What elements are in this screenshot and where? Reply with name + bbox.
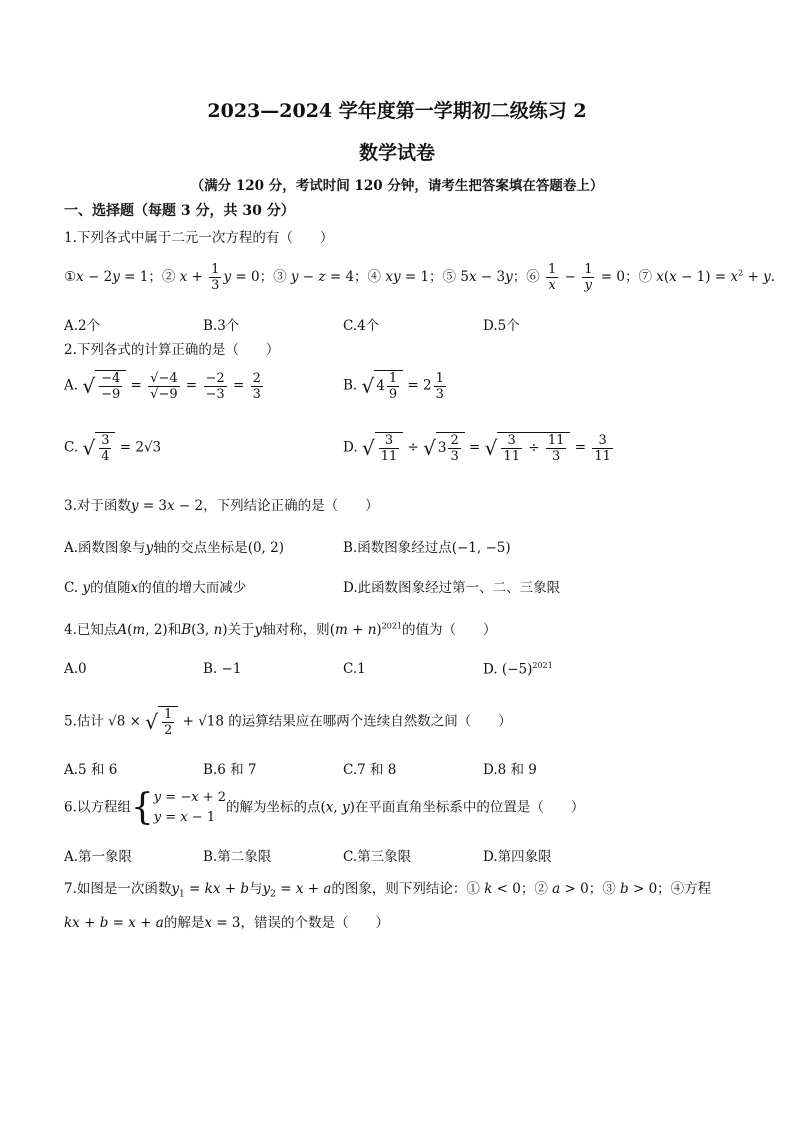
q4-option-c: C.1 bbox=[343, 661, 366, 677]
q4-option-b: B. −1 bbox=[203, 661, 242, 677]
q2-stem: 2.下列各式的计算正确的是（ ） bbox=[64, 342, 280, 358]
q5-option-b: B.6 和 7 bbox=[203, 762, 257, 778]
section-heading: 一、选择题（每题 3 分，共 30 分） bbox=[64, 203, 295, 219]
q5-option-a: A.5 和 6 bbox=[64, 762, 118, 778]
q3-option-c: C. y的值随x的值的增大而减少 bbox=[64, 580, 247, 596]
q3-option-a: A.函数图象与y轴的交点坐标是(0, 2) bbox=[64, 540, 284, 556]
q5-stem: 5.估计 √8 × √ $\frac{1}{2}$ + √18 的运算结果应在哪两个连续自然数之间（ ） bbox=[64, 707, 512, 738]
q3-option-b: B.函数图象经过点(−1, −5) bbox=[343, 540, 511, 556]
exam-title: 2023—2024 学年度第一学期初二级练习 2 bbox=[207, 100, 587, 122]
q4-option-a: A.0 bbox=[64, 661, 87, 677]
q4-option-d: D. $(-5)^{2021}$ bbox=[483, 661, 553, 678]
exam-subtitle: 数学试卷 bbox=[358, 142, 435, 164]
q3-option-d: D.此函数图象经过第一、二、三象限 bbox=[343, 580, 561, 596]
q1-option-d: D.5个 bbox=[483, 318, 520, 334]
q1-option-c: C.4个 bbox=[343, 318, 380, 334]
q1-formulas: ①x − 2y = 1；② x + $\frac{1}{3}$ y = 0；③ y − z = 4；④ xy = 1；⑤ 5x − 3y；⑥ $\frac{1}{x}$ − $\frac{1}{y}$ = 0；⑦ $x(x - 1) = x^2 + y$. bbox=[64, 262, 775, 293]
q6-option-b: B.第二象限 bbox=[203, 849, 272, 865]
q1-option-a: A.2个 bbox=[64, 318, 101, 334]
q2-option-d: D. √ $\frac{3}{11}$ ÷ √ 3 $\frac{2}{3}$ = √ $\frac{3}{11}$ ÷ $\frac{11}{3}$ = $\frac{3}{11}$ bbox=[343, 432, 611, 464]
q6-option-d: D.第四象限 bbox=[483, 849, 552, 865]
q1-stem: 1.下列各式中属于二元一次方程的有（ ） bbox=[64, 230, 334, 246]
q2-option-a: A. √ $\frac{-4}{-9}$ = $\frac{√-4}{√-9}$ = $\frac{-2}{-3}$ = $\frac{2}{3}$ bbox=[64, 370, 261, 402]
q3-stem: 3.对于函数y = 3x − 2，下列结论正确的是（ ） bbox=[64, 498, 379, 514]
q7-stem-line1: 7.如图是一次函数$y_1$ = kx + b与$y_2 = x + a$的图象，则下列结论：① k < 0；② a > 0；③ b > 0；④方程 bbox=[64, 881, 712, 900]
q2-option-b: B. √ 4 $\frac{1}{9}$ = 2 $\frac{1}{3}$ bbox=[343, 370, 444, 402]
q5-option-d: D.8 和 9 bbox=[483, 762, 537, 778]
q2-option-c: C. √ $\frac{3}{4}$ = 2√3 bbox=[64, 433, 162, 464]
q6-option-c: C.第三象限 bbox=[343, 849, 412, 865]
q6-stem: 6.以方程组{y = −x + 2 y = x − 1的解为坐标的点(x, y)在平面直角坐标系中的位置是（ ） bbox=[64, 787, 585, 828]
q4-stem: 4.已知点A(m, 2)和B(3, n)关于y轴对称，则$(m + n)^{2021}$的值为（ ） bbox=[64, 621, 497, 638]
q5-option-c: C.7 和 8 bbox=[343, 762, 397, 778]
q7-stem-line2: kx + b = x + a的解是x = 3，错误的个数是（ ） bbox=[64, 915, 389, 931]
q1-option-b: B.3个 bbox=[203, 318, 240, 334]
exam-note: （满分 120 分，考试时间 120 分钟，请考生把答案填在答题卷上） bbox=[190, 178, 604, 194]
q6-option-a: A.第一象限 bbox=[64, 849, 133, 865]
